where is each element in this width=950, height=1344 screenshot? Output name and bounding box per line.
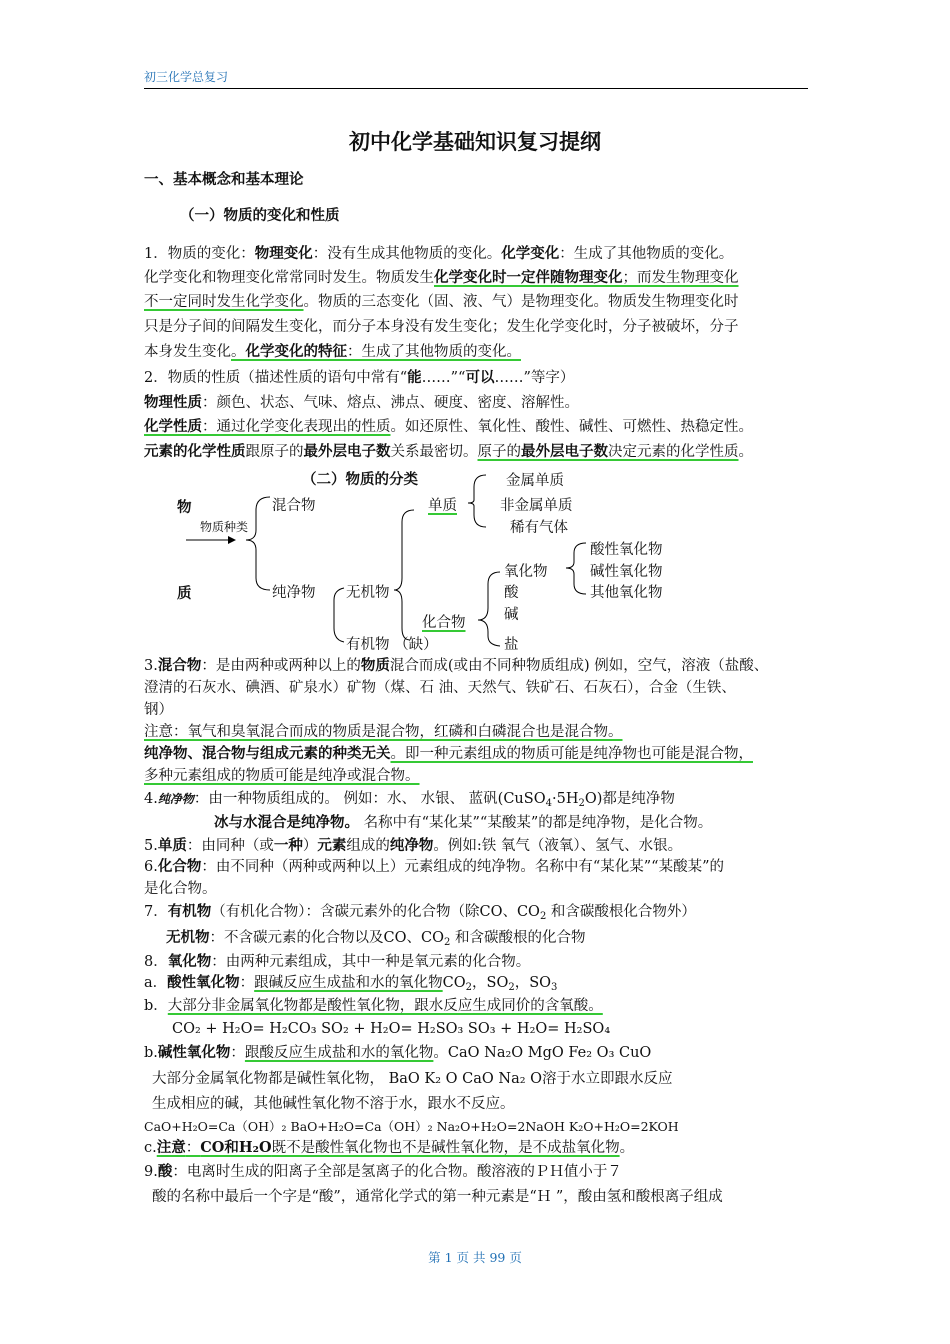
subsection-heading: （一）物质的变化和性质 [180, 207, 340, 224]
paragraph-1-line-1: 1．物质的变化：物理变化：没有生成其他物质的变化。化学变化：生成了其他物质的变化。 [144, 245, 734, 262]
paragraph-8-equations-1: CO₂ + H₂O= H₂CO₃ SO₂ + H₂O= H₂SO₃ SO₃ + H₂O= H₂SO₄ [172, 1021, 611, 1037]
paragraph-5: 5.单质：由同种（或一种）元素组成的纯净物。例如:铁 氧气（液氧）、氢气、水银。 [144, 837, 683, 854]
tree-salt: 盐 [504, 637, 519, 653]
tree-arrow-label: 物质种类 [200, 520, 249, 534]
section-heading: 一、基本概念和基本理论 [144, 171, 304, 188]
paragraph-7-line-1: 7．有机物（有机化合物）：含碳元素外的化合物（除CO、$CO_2$ 和含碳酸根化合物外） [144, 903, 696, 922]
paragraph-4-line-2: 冰与水混合是纯净物。 名称中有“某化某”“某酸某”的都是纯净物，是化合物。 [214, 814, 713, 831]
brace-mixture-pure [246, 497, 270, 590]
tree-base-oxide: 碱性氧化物 [590, 564, 663, 580]
tree-acid: 酸 [504, 585, 519, 601]
paragraph-8-line-3: b．大部分非金属氧化物都是酸性氧化物，跟水反应生成同价的含氧酸。 [144, 998, 603, 1014]
paragraph-2-line-1: 2．物质的性质（描述性质的语句中常有“能……”“可以……”等字） [144, 369, 575, 386]
running-header: 初三化学总复习 [144, 70, 229, 84]
paragraph-9-line-2: 酸的名称中最后一个字是“酸”，通常化学式的第一种元素是“Ｈ ”，酸由氢和酸根离子组成 [152, 1189, 723, 1205]
tree-metal: 金属单质 [506, 473, 564, 489]
classification-heading: （二）物质的分类 [302, 471, 418, 488]
tree-arrow-head [228, 536, 236, 544]
tree-organic: 有机物 （缺） [346, 637, 438, 653]
paragraph-2-line-3: 化学性质：通过化学变化表现出的性质。如还原性、氧化性、酸性、碱性、可燃性、热稳定性。 [144, 418, 753, 435]
tree-pure: 纯净物 [272, 585, 316, 601]
tree-oxide: 氧化物 [504, 564, 548, 580]
paragraph-3-line-6: 多种元素组成的物质可能是纯净或混合物。 [144, 768, 420, 784]
paragraph-3-line-1: 3.混合物：是由两种或两种以上的物质混合而成(或由不同种物质组成) 例如，空气，溶液（盐酸、 [144, 657, 769, 674]
paragraph-6-line-2: 是化合物。 [144, 881, 217, 897]
tree-noble: 稀有气体 [510, 520, 568, 536]
tree-other-oxide: 其他氧化物 [590, 585, 663, 601]
brace-element [468, 475, 486, 527]
paragraph-1-line-5: 本身发生变化。化学变化的特征：生成了其他物质的变化。 [144, 343, 521, 360]
paragraph-9-line-1: 9.酸：电离时生成的阳离子全部是氢离子的化合物。酸溶液的ＰＨ值小于７ [144, 1163, 622, 1180]
tree-element: 单质 [428, 498, 457, 514]
paragraph-3-line-5: 纯净物、混合物与组成元素的种类无关。即一种元素组成的物质可能是纯净物也可能是混合物， [144, 745, 753, 762]
paragraph-3-note: 注意：氧气和臭氧混合而成的物质是混合物，红磷和白磷混合也是混合物。 [144, 724, 623, 740]
tree-compound: 化合物 [422, 615, 466, 631]
tree-base: 碱 [504, 607, 519, 623]
tree-mixture: 混合物 [272, 498, 316, 514]
tree-nonmetal: 非金属单质 [500, 498, 573, 514]
tree-inorganic: 无机物 [346, 585, 390, 601]
tree-label-zhi: 质 [177, 585, 192, 602]
paragraph-4-line-1: 4.纯净物：由一种物质组成的。 例如：水、 水银、 蓝矾$(CuSO_4\cdot 5H_2O)$都是纯净物 [144, 791, 675, 809]
brace-pure-subtypes [394, 510, 414, 640]
paragraph-7-line-2: 无机物：不含碳元素的化合物以及CO、$CO_2$ 和含碳酸根的化合物 [166, 929, 586, 948]
paragraph-3-line-3: 钢） [144, 702, 173, 718]
page-footer: 第 1 页 共 99 页 [428, 1250, 522, 1265]
paragraph-8-base-oxide: b.碱性氧化物：跟酸反应生成盐和水的氧化物。CaO Na₂O MgO Fe₂ O₃ CuO [144, 1044, 652, 1061]
brace-oxide [566, 543, 586, 594]
brace-inorganic-organic [334, 588, 344, 642]
paragraph-8-line-1: 8．氧化物：由两种元素组成，其中一种是氧元素的化合物。 [144, 953, 531, 970]
tree-label-wu: 物 [177, 499, 192, 516]
paragraph-8-line-6: 大部分金属氧化物都是碱性氧化物， BaO K₂ O CaO Na₂ O溶于水立即跟水反应 [152, 1071, 673, 1087]
paragraph-8-acid-oxide: a．酸性氧化物：跟碱反应生成盐和水的氧化物$CO_2$，$SO_2$，$SO_3$ [144, 974, 558, 993]
paragraph-6-line-1: 6.化合物：由不同种（两种或两种以上）元素组成的纯净物。名称中有“某化某”“某酸某”的 [144, 858, 724, 875]
tree-acid-oxide: 酸性氧化物 [590, 542, 663, 558]
paragraph-8-note: c.注意：CO和H₂O既不是酸性氧化物也不是碱性氧化物，是不成盐氧化物。 [144, 1139, 635, 1156]
paragraph-1-line-3: 不一定同时发生化学变化。物质的三态变化（固、液、气）是物理变化。物质发生物理变化时 [144, 294, 739, 310]
paragraph-2-line-4: 元素的化学性质跟原子的最外层电子数关系最密切。原子的最外层电子数决定元素的化学性质。 [144, 443, 753, 460]
paragraph-8-equations-2: CaO+H₂O=Ca（OH）₂ BaO+H₂O=Ca（OH）₂ Na₂O+H₂O=2NaOH K₂O+H₂O=2KOH [144, 1119, 679, 1134]
brace-compound [478, 572, 500, 646]
paragraph-2-line-2: 物理性质：颜色、状态、气味、熔点、沸点、硬度、密度、溶解性。 [144, 394, 579, 411]
paragraph-3-line-2: 澄清的石灰水、碘酒、矿泉水）矿物（煤、石 油、天然气、铁矿石、石灰石），合金（生铁、 [144, 680, 736, 696]
paragraph-1-line-4: 只是分子间的间隔发生变化，而分子本身没有发生变化；发生化学变化时，分子被破坏，分子 [144, 319, 739, 335]
paragraph-8-line-7: 生成相应的碱，其他碱性氧化物不溶于水，跟水不反应。 [152, 1096, 515, 1112]
paragraph-1-line-2: 化学变化和物理变化常常同时发生。物质发生化学变化时一定伴随物理变化；而发生物理变化 [144, 269, 739, 286]
page-title: 初中化学基础知识复习提纲 [349, 129, 601, 154]
